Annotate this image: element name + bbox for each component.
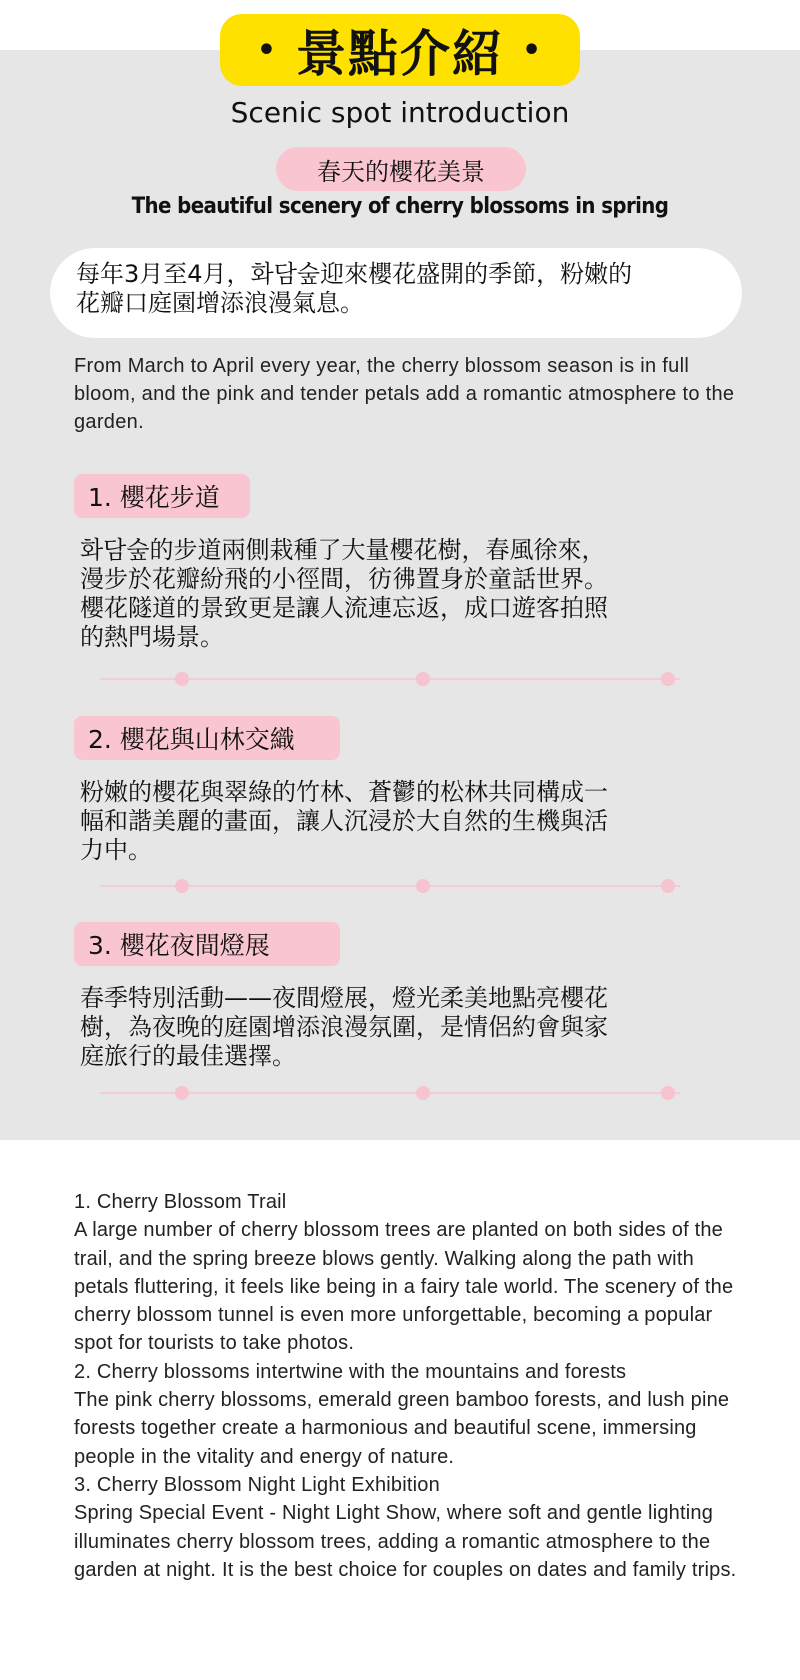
detail-heading: 3. Cherry Blossom Night Light Exhibition: [74, 1473, 440, 1496]
body-line: 力中。: [80, 836, 152, 864]
section-title-forest: 2. 櫻花與山林交織: [74, 716, 340, 760]
intro-bubble: [50, 248, 742, 338]
page-title: [220, 14, 580, 86]
section-divider: [100, 1086, 680, 1100]
section-body-trail: [80, 536, 720, 652]
body-line: 樹，為夜晚的庭園增添浪漫氛圍，是情侶約會與家: [80, 1013, 608, 1041]
detail-body: A large number of cherry blossom trees are planted on both sides of the trail, and the spring breeze blows gently. Walking along the path with petals fluttering, it feels like being in a fairy tale world. The scenery of the cherry blossom tunnel is even more unforgettable, becoming a popular spot for tourists to take photos.: [74, 1219, 734, 1355]
english-details: [74, 1188, 754, 1584]
divider-dot: [661, 879, 675, 893]
divider-dot: [175, 879, 189, 893]
divider-dot: [175, 672, 189, 686]
body-line: 櫻花隧道的景致更是讓人流連忘返，成口遊客拍照: [80, 594, 608, 622]
section-title-trail: 1. 櫻花步道: [74, 474, 250, 518]
body-line: 粉嫩的櫻花與翠綠的竹林、蒼鬱的松林共同構成一: [80, 778, 608, 806]
intro-text-en: From March to April every year, the cherry blossom season is in full bloom, and the pink and tender petals add a romantic atmosphere to the garden.: [74, 355, 735, 433]
divider-dot: [175, 1086, 189, 1100]
divider-dot: [661, 1086, 675, 1100]
intro-line: 花瓣口庭園增添浪漫氣息。: [76, 289, 364, 317]
section-divider: [100, 672, 680, 686]
detail-heading: 1. Cherry Blossom Trail: [74, 1191, 287, 1213]
spring-label-en: The beautiful scenery of cherry blossoms in spring: [131, 194, 669, 219]
title-dot-left: •: [256, 32, 278, 68]
divider-dot: [416, 672, 430, 686]
section-divider: [100, 879, 680, 893]
body-line: 幅和諧美麗的畫面，讓人沉浸於大自然的生機與活: [80, 807, 608, 835]
detail-body: Spring Special Event - Night Light Show, where soft and gentle lighting illuminates cherry blossom trees, adding a romantic atmosphere to the garden at night. It is the best choice for couples on dates and family trips.: [74, 1502, 737, 1581]
page-subtitle: Scenic spot introduction: [230, 96, 570, 129]
section-body-forest: [80, 778, 720, 865]
title-dot-right: •: [522, 32, 544, 68]
section-title-night-lights: 3. 櫻花夜間燈展: [74, 922, 340, 966]
section-body-night-lights: [80, 984, 720, 1071]
body-line: 漫步於花瓣紛飛的小徑間，彷彿置身於童話世界。: [80, 565, 608, 593]
divider-dot: [661, 672, 675, 686]
page-title-text: 景點介紹: [296, 25, 504, 83]
body-line: 화담숲的步道兩側栽種了大量櫻花樹，春風徐來，: [80, 536, 606, 564]
body-line: 春季特別活動——夜間燈展，燈光柔美地點亮櫻花: [80, 984, 608, 1012]
detail-heading: 2. Cherry blossoms intertwine with the mountains and forests: [74, 1360, 627, 1383]
divider-dot: [416, 1086, 430, 1100]
detail-body: The pink cherry blossoms, emerald green bamboo forests, and lush pine forests together create a harmonious and beautiful scene, immersing people in the vitality and energy of nature.: [74, 1389, 730, 1468]
body-line: 的熱門場景。: [80, 623, 224, 651]
spring-label: 春天的櫻花美景: [276, 147, 526, 191]
intro-line: 每年3月至4月，화담숲迎來櫻花盛開的季節，粉嫩的: [76, 260, 633, 288]
divider-dot: [416, 879, 430, 893]
body-line: 庭旅行的最佳選擇。: [80, 1042, 296, 1070]
